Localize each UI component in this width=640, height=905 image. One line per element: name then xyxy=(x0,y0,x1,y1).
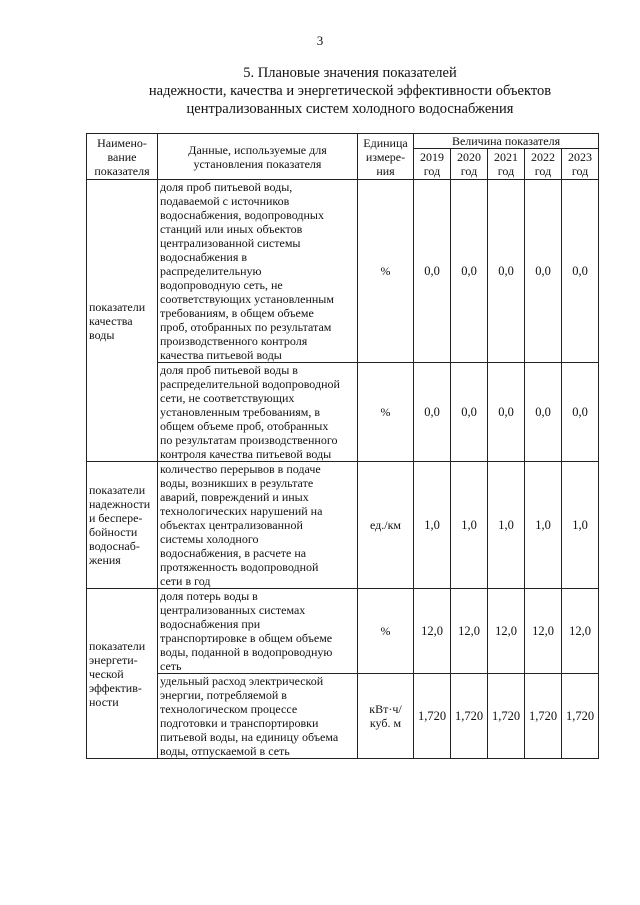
value-cell: 0,0 xyxy=(488,363,525,462)
indicator-group-name: показатели надежности и беспере- бойности водоснаб- жения xyxy=(87,462,158,589)
table-row xyxy=(87,180,599,363)
value-cell: 12,0 xyxy=(414,589,451,674)
value-cell: 0,0 xyxy=(451,363,488,462)
value-cell: 1,0 xyxy=(414,462,451,589)
indicator-description: доля проб питьевой воды в распределительной водопроводной сети, не соответствующих установленным требованиям, в общем объеме проб, отобранных по результатам производственного контроля качества питьевой воды xyxy=(158,363,358,462)
indicator-description: доля проб питьевой воды, подаваемой с источников водоснабжения, водопроводных станций или иных объектов централизованной системы водоснабжения в распределительную водопроводную сеть, не соответствующих установленным требованиям, в общем объеме проб, отобранных по результатам производственного контроля качества питьевой воды xyxy=(158,180,358,363)
title-line-2: надежности, качества и энергетической эффективности объектов xyxy=(148,83,552,99)
value-cell: 1,0 xyxy=(525,462,562,589)
value-cell: 0,0 xyxy=(414,180,451,363)
indicator-description: удельный расход электрической энергии, потребляемой в технологическом процессе подготовки и транспортировки питьевой воды, на единицу объема воды, отпускаемой в сеть xyxy=(158,674,358,759)
header-unit: Единица измере- ния xyxy=(358,134,414,180)
unit-cell: % xyxy=(358,363,414,462)
indicator-description: количество перерывов в подаче воды, возникших в результате аварий, повреждений и иных технологических нарушений на объектах централизованной системы холодного водоснабжения, в расчете на протяженность водопроводной сети в год xyxy=(158,462,358,589)
header-source-data: Данные, используемые для установления показателя xyxy=(158,134,358,180)
value-cell: 12,0 xyxy=(562,589,599,674)
table-row xyxy=(87,589,599,674)
table-body xyxy=(87,180,599,759)
value-cell: 1,720 xyxy=(451,674,488,759)
indicator-group-name: показатели энергети- ческой эффектив- ности xyxy=(87,589,158,759)
value-cell: 12,0 xyxy=(488,589,525,674)
value-cell: 0,0 xyxy=(562,363,599,462)
table-row xyxy=(87,462,599,589)
value-cell: 1,0 xyxy=(451,462,488,589)
header-indicator-value: Величина показателя xyxy=(414,134,599,149)
table-row xyxy=(87,363,599,462)
header-year-2021: 2021 год xyxy=(488,149,525,180)
section-title xyxy=(90,64,610,118)
value-cell: 0,0 xyxy=(451,180,488,363)
value-cell: 0,0 xyxy=(562,180,599,363)
value-cell: 1,720 xyxy=(488,674,525,759)
indicators-table xyxy=(86,133,599,759)
value-cell: 12,0 xyxy=(525,589,562,674)
value-cell: 1,0 xyxy=(488,462,525,589)
value-cell: 0,0 xyxy=(525,180,562,363)
value-cell: 1,720 xyxy=(525,674,562,759)
indicator-description: доля потерь воды в централизованных системах водоснабжения при транспортировке в общем объеме воды, поданной в водопроводную сеть xyxy=(158,589,358,674)
header-year-2023: 2023 год xyxy=(562,149,599,180)
value-cell: 1,720 xyxy=(562,674,599,759)
table-row xyxy=(87,674,599,759)
value-cell: 12,0 xyxy=(451,589,488,674)
unit-cell: % xyxy=(358,589,414,674)
value-cell: 0,0 xyxy=(488,180,525,363)
title-line-3: централизованных систем холодного водоснабжения xyxy=(186,101,514,117)
header-year-2019: 2019 год xyxy=(414,149,451,180)
page-number: 3 xyxy=(316,33,324,48)
value-cell: 0,0 xyxy=(414,363,451,462)
header-indicator-name: Наимено- вание показателя xyxy=(87,134,158,180)
value-cell: 0,0 xyxy=(525,363,562,462)
header-year-2020: 2020 год xyxy=(451,149,488,180)
title-line-1: 5. Плановые значения показателей xyxy=(243,65,457,81)
unit-cell: кВт·ч/ куб. м xyxy=(358,674,414,759)
unit-cell: ед./км xyxy=(358,462,414,589)
value-cell: 1,0 xyxy=(562,462,599,589)
header-year-2022: 2022 год xyxy=(525,149,562,180)
value-cell: 1,720 xyxy=(414,674,451,759)
indicator-group-name: показатели качества воды xyxy=(87,180,158,462)
unit-cell: % xyxy=(358,180,414,363)
